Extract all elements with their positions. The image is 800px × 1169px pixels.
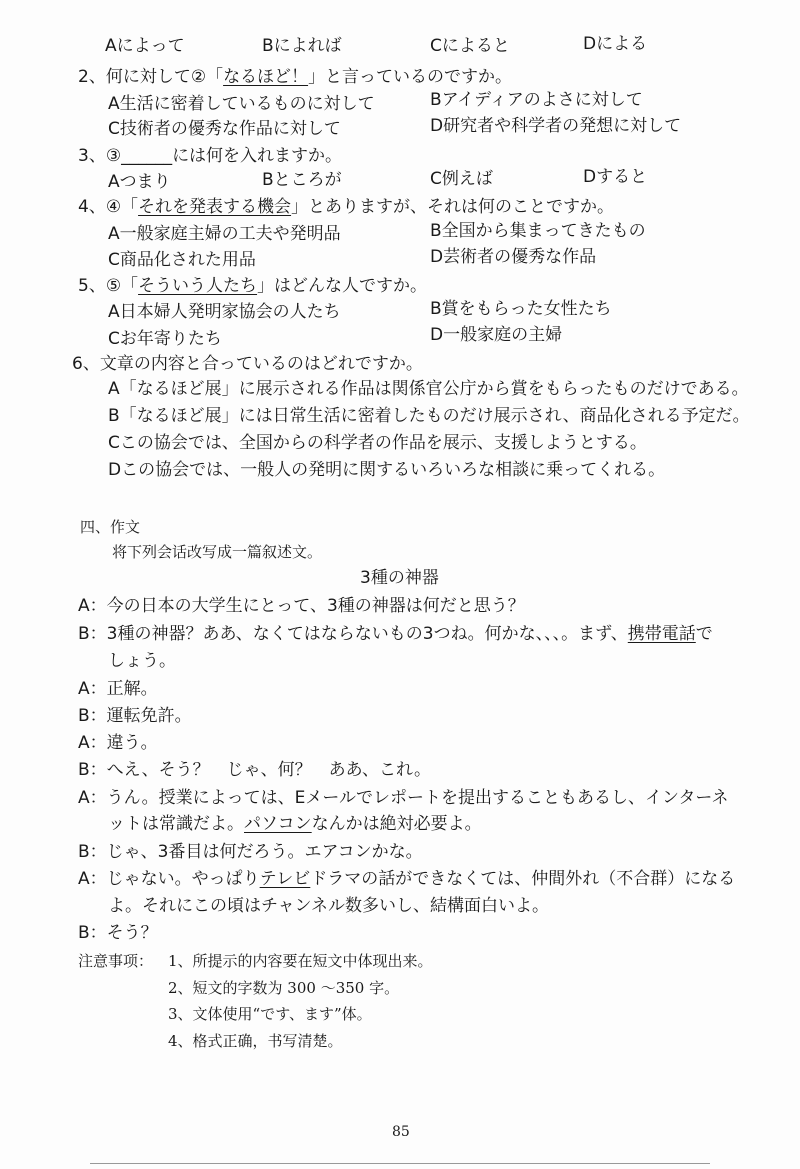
- q3-blank: ______: [121, 146, 173, 166]
- q4-option-d: D芸術者の優秀な作品: [430, 247, 597, 267]
- q5-option-b: B賞をもらった女性たち: [430, 299, 612, 319]
- q6-option-b: B「なるほど展」には日常生活に密着したものだけ展示され、商品化される予定だ。: [108, 406, 750, 426]
- underlined-pasokon: パソコン: [244, 814, 312, 834]
- q2-option-c: C技術者の優秀な作品に対して: [108, 119, 341, 139]
- q3-option-d: Dすると: [583, 167, 648, 187]
- q4-option-b: B全国から集まってきたもの: [430, 221, 646, 241]
- q5-underlined: そういう人たち: [138, 276, 258, 296]
- dialogue-line-10: B：そう？: [78, 923, 158, 943]
- question-2: 2、何に対して②「なるほど！」と言っているのですか。: [78, 67, 513, 87]
- q6-option-c: Cこの協会では、全国からの科学者の作品を展示、支援しようとする。: [108, 433, 647, 453]
- question-3: 3、③______には何を入れますか。: [78, 146, 343, 166]
- q4-option-a: A一般家庭主婦の工夫や発明品: [108, 224, 341, 244]
- question-6: 6、文章の内容と合っているのはどれですか。: [72, 354, 423, 374]
- note-item-4: 4、格式正确，书写清楚。: [168, 1032, 343, 1050]
- q2-underlined: なるほど！: [223, 67, 309, 87]
- q1-option-c: Cによると: [430, 36, 510, 56]
- q6-option-a: A「なるほど展」に展示される作品は関係官公庁から賞をもらったものだけである。: [108, 379, 749, 399]
- dialogue-line-5: A：違う。: [78, 733, 158, 753]
- q1-option-a: Aによって: [105, 36, 185, 56]
- dialogue-line-2-cont: しょう。: [108, 651, 176, 671]
- q1-option-b: Bによれば: [262, 36, 342, 56]
- q3-option-b: Bところが: [262, 170, 342, 190]
- underlined-keitai-denwa: 携帯電話: [627, 624, 696, 644]
- page-number: 85: [392, 1124, 410, 1140]
- question-5: 5、⑤「そういう人たち」はどんな人ですか。: [78, 276, 428, 296]
- underlined-terebi: テレビ: [259, 869, 311, 889]
- essay-title: 3種の神器: [360, 568, 439, 588]
- q6-option-d: Dこの協会では、一般人の発明に関するいろいろな相談に乗ってくれる。: [108, 460, 666, 480]
- q5-option-c: Cお年寄りたち: [108, 329, 222, 349]
- q2-option-b: Bアイディアのよさに対して: [430, 90, 643, 110]
- q5-option-d: D一般家庭の主婦: [430, 325, 563, 345]
- q1-option-d: Dによる: [583, 34, 648, 54]
- section-instruction: 将下列会话改写成一篇叙述文。: [112, 543, 323, 561]
- note-item-1: 1、所提示的内容要在短文中体现出来。: [168, 952, 433, 970]
- dialogue-line-4: B：運転免許。: [78, 706, 192, 726]
- note-item-3: 3、文体使用“です、ます”体。: [168, 1005, 372, 1023]
- question-4: 4、④「それを発表する機会」とありますが、それは何のことですか。: [78, 197, 615, 217]
- q4-underlined: それを発表する機会: [138, 197, 292, 217]
- dialogue-line-3: A：正解。: [78, 679, 158, 699]
- section-heading: 四、作文: [80, 518, 141, 536]
- q2-option-d: D研究者や科学者の発想に対して: [430, 116, 682, 136]
- dialogue-line-7-cont: ットは常識だよ。パソコンなんかは絶対必要よ。: [108, 814, 482, 834]
- note-item-2: 2、短文的字数为 300 ～350 字。: [168, 979, 400, 997]
- dialogue-line-2: B：3種の神器？ああ、なくてはならないもの3つね。何かな、、、。まず、携帯電話で: [78, 624, 713, 644]
- dialogue-line-1: A：今の日本の大学生にとって、3種の神器は何だと思う？: [78, 596, 525, 616]
- dialogue-line-6: B：へえ、そう？ じゃ、何？ ああ、これ。: [78, 760, 432, 780]
- q3-option-a: Aつまり: [108, 172, 171, 192]
- notes-label: 注意事项：: [78, 952, 154, 970]
- bottom-divider: [90, 1163, 710, 1164]
- dialogue-line-9: A：じゃない。やっぱりテレビドラマの話ができなくては、仲間外れ（不合群）になる: [78, 869, 736, 889]
- q5-option-a: A日本婦人発明家協会の人たち: [108, 302, 341, 322]
- dialogue-line-9-cont: よ。それにこの頃はチャンネル数多いし、結構面白いよ。: [108, 896, 549, 916]
- q3-option-c: C例えば: [430, 169, 493, 189]
- dialogue-line-7: A：うん。授業によっては、Eメールでレポートを提出することもあるし、インターネ: [78, 788, 729, 808]
- q4-option-c: C商品化された用品: [108, 250, 256, 270]
- dialogue-line-8: B：じゃ、3番目は何だろう。エアコンかな。: [78, 842, 423, 862]
- q2-option-a: A生活に密着しているものに対して: [108, 94, 375, 114]
